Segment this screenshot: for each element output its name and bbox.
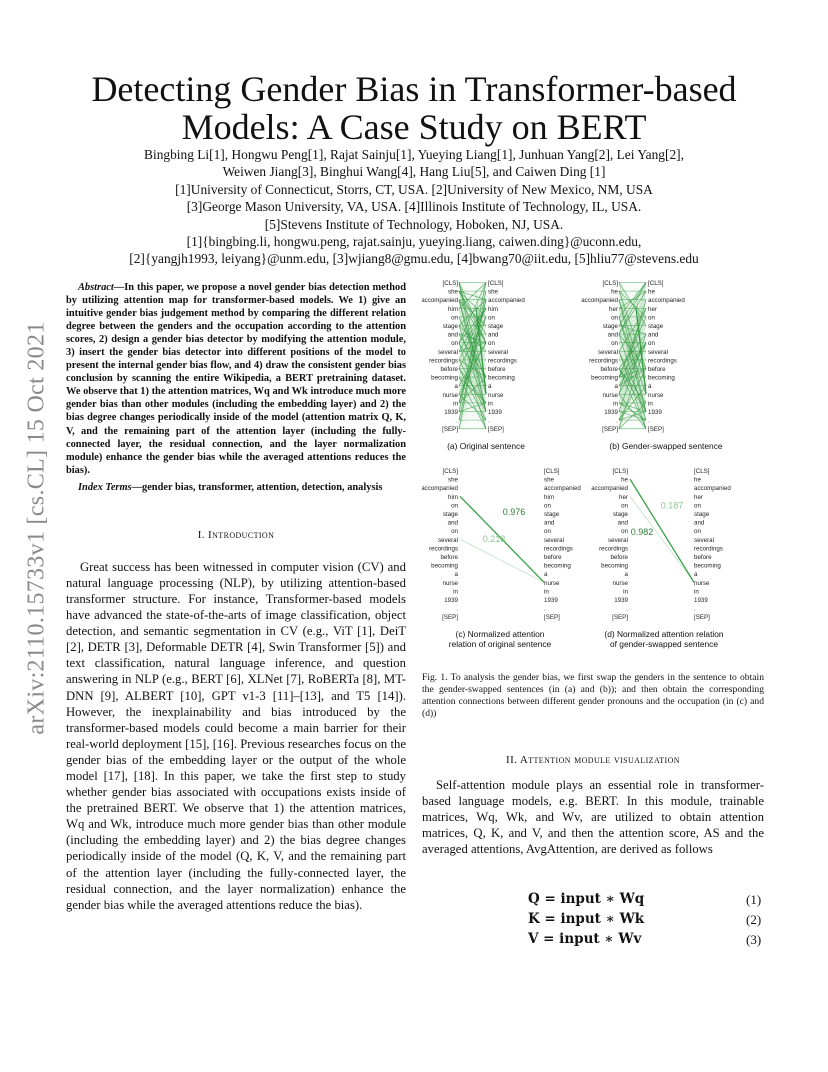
panel-d-left-token: nurse: [612, 579, 628, 587]
panel-c-left-token: stage: [442, 511, 458, 518]
attention-section-paragraph: Self-attention module plays an essential role in transformer-based language models, e.g. BERT. In this module, trainable matrices, Wq, Wk, and Wv, are utilized to obtain attention matrices, Q, K, and V, and then the attention score, AS and the averaged attentions, AvgAttention, are derived as follows: [422, 778, 764, 857]
panel-a-right-token: and: [488, 331, 499, 339]
email-line-1: [1]{bingbing.li, hongwu.peng, rajat.sainju, yueying.liang, caiwen.ding}@uconn.edu,: [186, 234, 642, 250]
panel-d-left-token: .: [626, 605, 628, 613]
panel-d-right-token: .: [694, 605, 696, 613]
panel-c-right-token: him: [544, 493, 554, 501]
panel-b-left-token: on: [611, 314, 618, 322]
panel-b-right-token: and: [648, 331, 659, 339]
panel-a-right-token: [SEP]: [488, 426, 504, 434]
panel-d-right-token: [CLS]: [694, 468, 710, 475]
left-column: [66, 281, 406, 913]
panel-c-value-high: 0.976: [502, 507, 526, 517]
introduction-paragraph: Great success has been witnessed in computer vision (CV) and natural language processing (NLP), by utilizing attention-based transformer structure. For instance, Transformer-based models have advanced the state-of-the-arts of image classification, object detection, and semantic segmentation in CV (e.g., ViT [1], DeiT [2], DETR [3], Deformable DETR [4], Swin Transformer [5]) and text classification, natural language inference, and question answering in NLP (e.g., BERT [6], XLNet [7], RoBERTa [8], MT-DNN [9], ALBERT [10], GPT v1-3 [11]–[13], and T5 [14]). However, the inexplainability and bias introduced by the transformer-based models could become a main barrier for their real-world deployment [15], [16]. Previous researches focus on the gender bias of the embedding layer or the output of the whole model [17], [18]. In this paper, we take the first step to study whether gender bias associated with occupations exists inside of the pretrained BERT. We observe that 1) the attention matrices, Wq and Wk, introduce much more gender bias than other module (including the embedding layer) and 2) the bias degree changes periodically inside of the model (Q, K, V, and the remaining part of the attention layer (including the fully-connected layer, the residual connection, and the layer normalization) enhance the gender bias while the averaged attentions reduce the bias).: [66, 559, 406, 912]
panel-c-left-token: in: [453, 588, 458, 596]
panel-b-left-token: [CLS]: [602, 280, 618, 287]
panel-b-right-token: [CLS]: [648, 280, 664, 287]
panel-b-left-token: accompanied: [581, 297, 618, 305]
panel-c-left-token: a: [454, 571, 458, 579]
panel-a-right-token: nurse: [488, 391, 504, 399]
panel-a-left-token: on: [451, 340, 458, 348]
panel-a-left-token: [CLS]: [442, 280, 458, 287]
section-heading-attention: II. Attention module visualization: [506, 754, 680, 766]
panel-b-right-token: [SEP]: [648, 426, 664, 434]
panel-b-left-token: .: [616, 417, 618, 425]
panel-b-right-token: becoming: [648, 374, 675, 382]
panel-b-right-token: 1939: [648, 409, 662, 416]
panel-c-right-token: accompanied: [544, 485, 581, 493]
panel-a-right-token: becoming: [488, 374, 515, 382]
section-heading-introduction: I. Introduction: [197, 528, 275, 541]
panel-c-right-token: becoming: [544, 562, 571, 570]
panel-c-left-token: nurse: [442, 579, 458, 587]
panel-d-right-token: [SEP]: [694, 614, 710, 622]
equation-3: V = input ∗ Wv: [528, 931, 642, 947]
panel-a-left-token: in: [453, 400, 458, 408]
panel-a-left-token: stage: [442, 323, 458, 330]
panel-b-right-token: on: [648, 314, 655, 322]
panel-d-right-token: her: [694, 493, 703, 501]
panel-c-right-token: a: [544, 571, 548, 579]
arxiv-identifier-text: arXiv:2110.15733v1 [cs.CL] 15 Oct 2021: [23, 321, 50, 735]
panel-b-right-token: on: [648, 340, 655, 348]
arxiv-identifier-stamp: [22, 293, 52, 763]
panel-b-left-token: in: [613, 400, 618, 408]
title-line-1: Detecting Gender Bias in Transformer-based: [91, 69, 737, 109]
panel-d-right-token: a: [694, 571, 698, 579]
equation-3-number: (3): [746, 932, 762, 947]
panel-b-right-token: accompanied: [648, 297, 685, 305]
panel-a-right-token: she: [488, 288, 498, 296]
panel-c-left-token: [SEP]: [442, 614, 458, 622]
right-column: [422, 280, 764, 857]
panel-a-right-token: stage: [488, 323, 504, 330]
panel-c-left-token: [CLS]: [442, 468, 458, 475]
panel-b-right-token: recordings: [648, 357, 677, 365]
panel-c-left-token: becoming: [431, 562, 458, 570]
panel-b-right-token: several: [648, 348, 668, 356]
panel-d-right-token: nurse: [694, 579, 710, 587]
panel-b-left-token: several: [598, 348, 618, 356]
panel-d-left-token: a: [624, 571, 628, 579]
panel-c-right-token: on: [544, 528, 551, 536]
panel-c-caption-1: (c) Normalized attention: [455, 628, 545, 639]
panel-d-right-token: before: [694, 554, 712, 561]
panel-b-caption: (b) Gender-swapped sentence: [609, 440, 723, 451]
panel-b-right-token: stage: [648, 323, 664, 330]
panel-b-left-token: and: [607, 331, 618, 339]
panel-c-right-token: 1939: [544, 597, 558, 604]
affiliation-line-3: [5]Stevens Institute of Technology, Hoboken, NJ, USA.: [264, 216, 564, 232]
panel-a-right-token: 1939: [488, 409, 502, 416]
panel-c-right-token: nurse: [544, 579, 560, 587]
paper-title: [0, 70, 828, 146]
panel-d-left-token: and: [617, 519, 628, 527]
figure-caption: Fig. 1. To analysis the gender bias, we first swap the genders in the sentence to obtain the gender-swapped sentences (in (a) and (b)); and then obtain the corresponding attention connections between different gender pronouns and the occupation (in (c) and (d)): [422, 672, 764, 719]
panel-c-right-token: and: [544, 519, 555, 527]
panel-c-value-low: 0.218: [482, 533, 506, 544]
title-line-2: Models: A Case Study on BERT: [181, 107, 647, 147]
panel-b-left-token: [SEP]: [602, 426, 618, 434]
panel-d-right-token: several: [694, 536, 714, 544]
equation-1: Q = input ∗ Wq: [528, 891, 645, 907]
panel-a-left-token: [SEP]: [442, 426, 458, 434]
equation-1-number: (1): [746, 892, 762, 907]
panel-a-caption: (a) Original sentence: [447, 440, 525, 451]
abstract: [66, 281, 406, 494]
panel-a-left-token: accompanied: [422, 297, 458, 305]
panel-c-right-token: recordings: [544, 545, 573, 553]
abstract-text: —In this paper, we propose a novel gender bias detection method by utilizing attention map for transformer-based models. We 1) give an intuitive gender bias judgement method by comparing the different relation degree between the genders and the occupation according to the attention scores, 2) design a gender bias detector by modifying the attention module, 3) insert the gender bias detector into different positions of the model to present the internal gender bias flow, and 4) draw the consistent gender bias conclusion by scanning the entire Wikipedia, a BERT pretraining dataset. We observe that 1) the attention matrices, Wq and Wk introduce much more gender bias than other modules (including the embedding layer) and 2) the bias degree changes periodically inside of the model (attention matrix Q, K, V, and the remaining part of the attention layer (including the fully-connected layer, the residual connection, and the layer normalization module) enhance the gender bias while the averaged attentions reduces the bias).: [66, 282, 406, 476]
panel-c-right-token: stage: [544, 511, 560, 518]
panel-d-left-token: stage: [612, 511, 628, 518]
panel-a-right-token: on: [488, 314, 495, 322]
panel-c-left-token: several: [438, 536, 458, 544]
panel-c-left-token: on: [451, 528, 458, 536]
panel-a-left-token: recordings: [429, 357, 458, 365]
panel-d-right-token: he: [694, 476, 701, 484]
panel-a-right-token: him: [488, 305, 498, 313]
panel-b-left-token: her: [609, 305, 618, 313]
panel-b-right-token: a: [648, 383, 652, 391]
attention-figure: [422, 280, 764, 655]
panel-d-left-token: 1939: [614, 597, 628, 604]
panel-d-left-token: before: [610, 554, 628, 561]
panel-a-left-token: on: [451, 314, 458, 322]
panel-c-caption-2: relation of original sentence: [448, 638, 552, 649]
panel-d-left-token: her: [619, 493, 628, 501]
panel-d-left-token: recordings: [599, 545, 628, 553]
panel-a-left-token: several: [438, 348, 458, 356]
panel-c-right-token: she: [544, 476, 554, 484]
panel-d-right-token: becoming: [694, 562, 721, 570]
panel-a-left-token: before: [440, 366, 458, 373]
index-terms-label: Index Terms: [78, 481, 132, 493]
panel-a-left-token: a: [454, 383, 458, 391]
panel-d-left-token: he: [621, 476, 628, 484]
panel-d-value-low: 0.187: [660, 500, 684, 511]
panel-c-right-token: [SEP]: [544, 614, 560, 622]
panel-c-left-token: she: [448, 476, 458, 484]
panel-a-left-token: him: [448, 305, 458, 313]
panel-b-left-token: he: [611, 288, 618, 296]
equation-2: K = input ∗ Wk: [528, 911, 645, 927]
panel-c-left-token: .: [456, 605, 458, 613]
panel-a-left-token: she: [448, 288, 458, 296]
panel-d-right-token: accompanied: [694, 485, 731, 493]
panel-c-left-token: and: [447, 519, 458, 527]
panel-b-left-token: a: [614, 383, 618, 391]
panel-d-left-token: on: [621, 502, 628, 510]
panel-c-right-token: in: [544, 588, 549, 596]
panel-b-left-token: on: [611, 340, 618, 348]
panel-a-left-token: 1939: [444, 409, 458, 416]
panel-d-right-token: 1939: [694, 597, 708, 604]
panel-d-left-token: accompanied: [591, 485, 628, 493]
panel-c-left-token: recordings: [429, 545, 458, 553]
panel-d-value-high: 0.982: [630, 527, 654, 538]
panel-b-right-token: in: [648, 400, 653, 408]
panel-a-right-token: a: [488, 383, 492, 391]
affiliation-line-1: [1]University of Connecticut, Storrs, CT, USA. [2]University of New Mexico, NM, USA: [175, 181, 653, 197]
panel-d-right-token: and: [694, 519, 705, 527]
panel-b-left-token: before: [600, 366, 618, 373]
abstract-label: Abstract: [78, 282, 114, 293]
panel-a-right-token: [CLS]: [488, 280, 504, 287]
panel-d-left-token: [CLS]: [612, 468, 628, 475]
panel-c-right-token: several: [544, 536, 564, 544]
panel-b-left-token: recordings: [589, 357, 618, 365]
panel-c-left-token: on: [451, 502, 458, 510]
equation-2-number: (2): [746, 912, 762, 927]
panel-b-right-token: he: [648, 288, 655, 296]
panel-d-right-token: recordings: [694, 545, 723, 553]
panel-a-right-token: several: [488, 348, 508, 356]
panel-d-right-token: on: [694, 528, 701, 536]
panel-b-right-token: .: [648, 417, 650, 425]
panel-b-left-token: stage: [602, 323, 618, 330]
panel-a-left-token: .: [456, 417, 458, 425]
panel-c-right-token: [CLS]: [544, 468, 560, 475]
affiliation-line-2: [3]George Mason University, VA, USA. [4]Illinois Institute of Technology, IL, USA.: [186, 199, 642, 215]
panel-c-right-token: before: [544, 554, 562, 561]
panel-c-left-token: before: [440, 554, 458, 561]
panel-d-right-token: in: [694, 588, 699, 596]
panel-b-left-token: 1939: [604, 409, 618, 416]
panel-b-right-token: nurse: [648, 391, 664, 399]
panel-d-right-token: stage: [694, 511, 710, 518]
email-line-2: [2]{yangjh1993, leiyang}@unm.edu, [3]wjiang8@gmu.edu, [4]bwang70@iit.edu, [5]hliu77@stevens.edu: [129, 251, 699, 267]
index-terms-text: —gender bias, transformer, attention, detection, analysis: [131, 481, 383, 493]
panel-a-right-token: before: [488, 366, 506, 373]
panel-d-left-token: several: [608, 536, 628, 544]
panel-c-left-token: him: [448, 493, 458, 501]
panel-a-left-token: becoming: [431, 374, 458, 382]
panel-c-right-token: .: [544, 605, 546, 613]
panel-b-right-token: before: [648, 366, 666, 373]
panel-a-right-token: on: [488, 340, 495, 348]
panel-d-left-token: on: [621, 528, 628, 536]
author-block: [0, 146, 828, 268]
panel-c-left-token: accompanied: [422, 485, 458, 493]
panel-a-left-token: nurse: [442, 391, 458, 399]
panel-d-right-token: on: [694, 502, 701, 510]
panel-d-left-token: in: [623, 588, 628, 596]
panel-a-left-token: and: [447, 331, 458, 339]
panel-d-left-token: becoming: [601, 562, 628, 570]
panel-d-caption-1: (d) Normalized attention relation: [604, 628, 724, 639]
panel-c-left-token: 1939: [444, 597, 458, 604]
panel-a-right-token: in: [488, 400, 493, 408]
panel-b-right-token: her: [648, 305, 657, 313]
panel-a-right-token: accompanied: [488, 297, 525, 305]
panel-c-right-token: on: [544, 502, 551, 510]
panel-a-right-token: recordings: [488, 357, 517, 365]
panel-d-caption-2: of gender-swapped sentence: [609, 638, 719, 649]
authors-line-2: Weiwen Jiang[3], Binghui Wang[4], Hang Liu[5], and Caiwen Ding [1]: [222, 164, 606, 180]
panel-b-left-token: nurse: [602, 391, 618, 399]
authors-line-1: Bingbing Li[1], Hongwu Peng[1], Rajat Sainju[1], Yueying Liang[1], Junhuan Yang[2], Lei Yang[2],: [144, 147, 684, 162]
panel-b-left-token: becoming: [591, 374, 618, 382]
panel-d-left-token: [SEP]: [612, 614, 628, 622]
panel-c-attention-line-low: [460, 539, 544, 582]
panel-a-right-token: .: [488, 417, 490, 425]
